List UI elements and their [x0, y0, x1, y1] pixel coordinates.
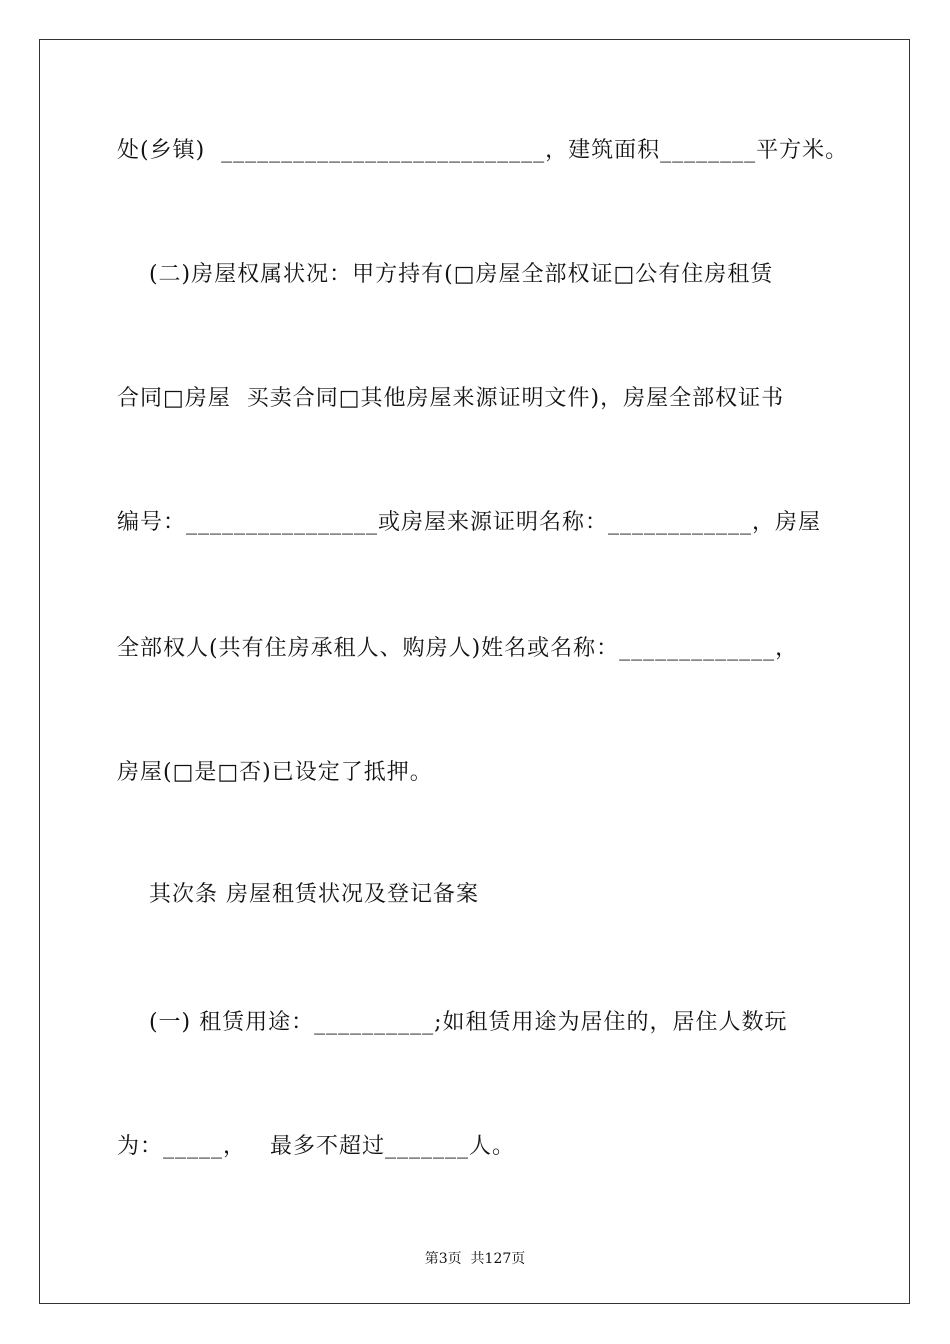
text-line-9: 为：_____， 最多不超过_______人。 — [117, 1134, 515, 1159]
text-line-8: (一) 租赁用途：__________;如租赁用途为居住的，居住人数玩 — [117, 1010, 788, 1035]
text-line-3: 合同□房屋 买卖合同□其他房屋来源证明文件)，房屋全部权证书 — [117, 386, 785, 411]
text-line-6: 房屋(□是□否)已设定了抵押。 — [117, 760, 433, 785]
text-line-1: 处(乡镇) ___________________________，建筑面积________平方米。 — [117, 138, 849, 163]
page-border — [39, 39, 910, 1304]
text-line-4: 编号：________________或房屋来源证明名称：____________，房屋 — [117, 510, 822, 535]
page-footer: 第3页 共127页 — [424, 1251, 526, 1267]
section-heading: 其次条 房屋租赁状况及登记备案 — [117, 882, 479, 907]
text-line-2: (二)房屋权属状况：甲方持有(□房屋全部权证□公有住房租赁 — [117, 262, 774, 287]
text-line-5: 全部权人(共有住房承租人、购房人)姓名或名称：_____________， — [117, 636, 799, 661]
